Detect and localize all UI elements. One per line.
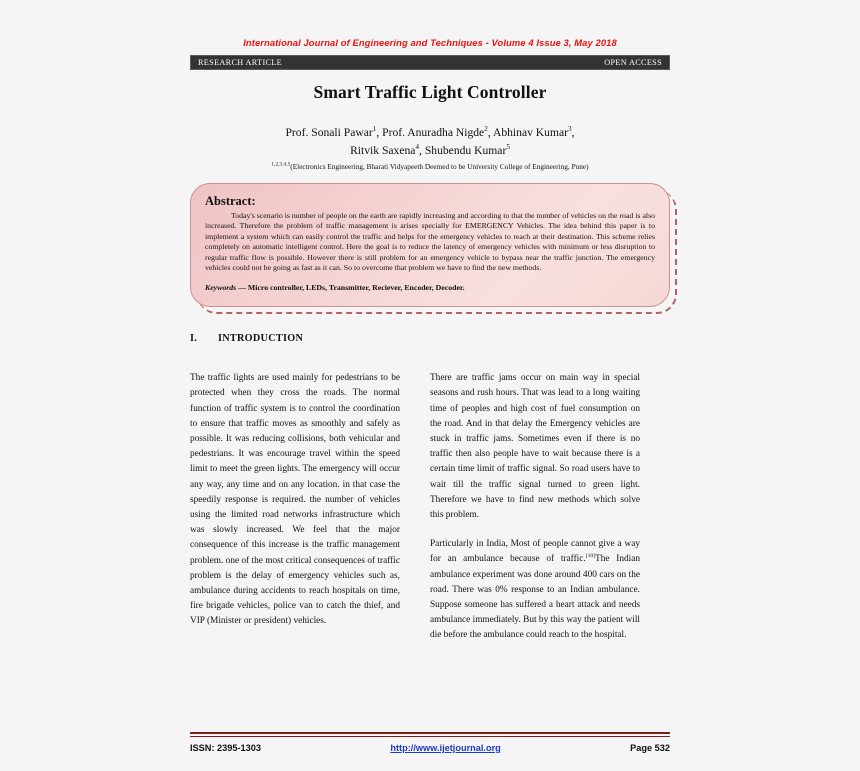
keywords-dash: — [236, 283, 248, 293]
footer-row [190, 743, 670, 753]
author-3-sup: 3 [568, 125, 572, 134]
paragraph: There are traffic jams occur on main way in special seasons and rush hours. That was lead to a long waiting time of peoples and high cost of fuel consumption on the road. And in that delay the Emergency vehicles are stuck in traffic jams. Sometimes even if there is no traffic then also people have to wait because there is a certain time limit of traffic signal. So road users have to wait till the traffic signal turned to green light. Therefore we have to find new methods which solve this problem. [430, 373, 640, 520]
abstract-heading: Abstract: [205, 194, 256, 208]
journal-url-link[interactable]: http://www.ijetjournal.org [390, 743, 501, 753]
footer-rule-thick [190, 732, 670, 734]
author-2: , Prof. Anuradha Nigde [376, 126, 485, 139]
author-2-sup: 2 [484, 125, 488, 134]
section-heading-introduction [190, 333, 670, 344]
section-title: INTRODUCTION [218, 332, 304, 344]
page-title: Smart Traffic Light Controller [313, 82, 547, 102]
column-right [430, 362, 640, 653]
author-1: Prof. Sonali Pawar [285, 126, 373, 139]
abstract-text: Today's scenario is number of people on the earth are rapidly increasing and according to that the number of vehicles on the road is also increased. Therefore the problem of traffic management is arises specially for EMERGENCY Vehicles. The idea behind this paper is to implement a system which can easily control the traffic and helps for the emergency vehicles to reach at their destination. This scheme relies completely on automatic intelligent control. Here the goal is to reduce the latency of emergency vehicles with minimum or less disruption to regular traffic flow is possible. However there is still problem for an emergency vehicle to bypass near the traffic junction. The emergency vehicles could not be going as fast as it can. So to overcome that problem we have to find the new methods. [205, 211, 655, 273]
abstract-section [190, 183, 670, 307]
author-1-sup: 1 [372, 125, 377, 134]
footer-rule-thin [190, 736, 670, 737]
author-4: Ritvik Saxena [350, 143, 416, 157]
affiliation-sup: 1,2,3,4,5 [271, 161, 291, 168]
paragraph [430, 537, 640, 643]
abstract-box [190, 183, 670, 307]
journal-header: International Journal of Engineering and Techniques - Volume 4 Issue 3, May 2018 [243, 37, 617, 48]
affiliation-text: (Electronics Engineering, Bharati Vidyapeeth Deemed to be University College of Engineering, Pune) [290, 162, 589, 171]
affiliation-line [190, 162, 670, 172]
open-access-label: OPEN ACCESS [604, 58, 662, 67]
author-list [190, 124, 670, 159]
author-5: , Shubendu Kumar [419, 143, 507, 157]
keywords-label: Keywords [205, 283, 237, 293]
keywords-value: Micro controller, LEDs, Transmitter, Reciever, Encoder, Decoder. [247, 283, 465, 293]
page-footer [190, 732, 670, 753]
page-number: Page 532 [630, 743, 670, 753]
keywords-line [205, 283, 655, 293]
column-left [190, 362, 400, 653]
section-number: I. [190, 332, 198, 344]
author-line-2 [190, 142, 670, 160]
research-article-label: RESEARCH ARTICLE [198, 58, 283, 67]
citation-reference: [10] [585, 553, 596, 560]
paragraph-part-b: The Indian ambulance experiment was done around 400 cars on the road. There was 0% response to an Indian ambulance. Suppose someone has suffered a heart attack and needs ambulance immediately. But by this way the patient will die before the ambulance could reach to the hospital. [430, 554, 641, 641]
body-columns [190, 362, 670, 653]
author-5-sup: 5 [506, 142, 510, 151]
author-line-1 [190, 124, 670, 142]
author-4-sup: 4 [415, 142, 420, 151]
article-type-banner [190, 55, 670, 70]
author-line-1-end: , [571, 126, 575, 139]
author-3: , Abhinav Kumar [487, 126, 568, 139]
issn-label: ISSN: 2395-1303 [190, 743, 261, 753]
paragraph: The traffic lights are used mainly for pedestrians to be protected when they cross the roads. The normal function of traffic system is to control the coordination to ensure that traffic moves as smoothly and safely as possible. It was reducing collisions, both vehicular and pedestrians. It was encourage travel within the speed limit to meet the green lights. The emergency will occur any way, any time and on any location. in that case the speedily response is required. the number of vehicles using the limited road networks infrastructure which was slowly increased. We feel that the major consequence of this increase is the traffic management problem. one of the most critical consequences of traffic problem is the delay of emergency vehicles such as, ambulance during accidents to reach hospitals on time, fire brigade vehicles, police van to catch the thief, and VIP (Minister or president) vehicles. [190, 373, 400, 627]
paragraph-part-a: Particularly in India, Most of people cannot give a way for an ambulance because of traffic. [430, 539, 640, 565]
